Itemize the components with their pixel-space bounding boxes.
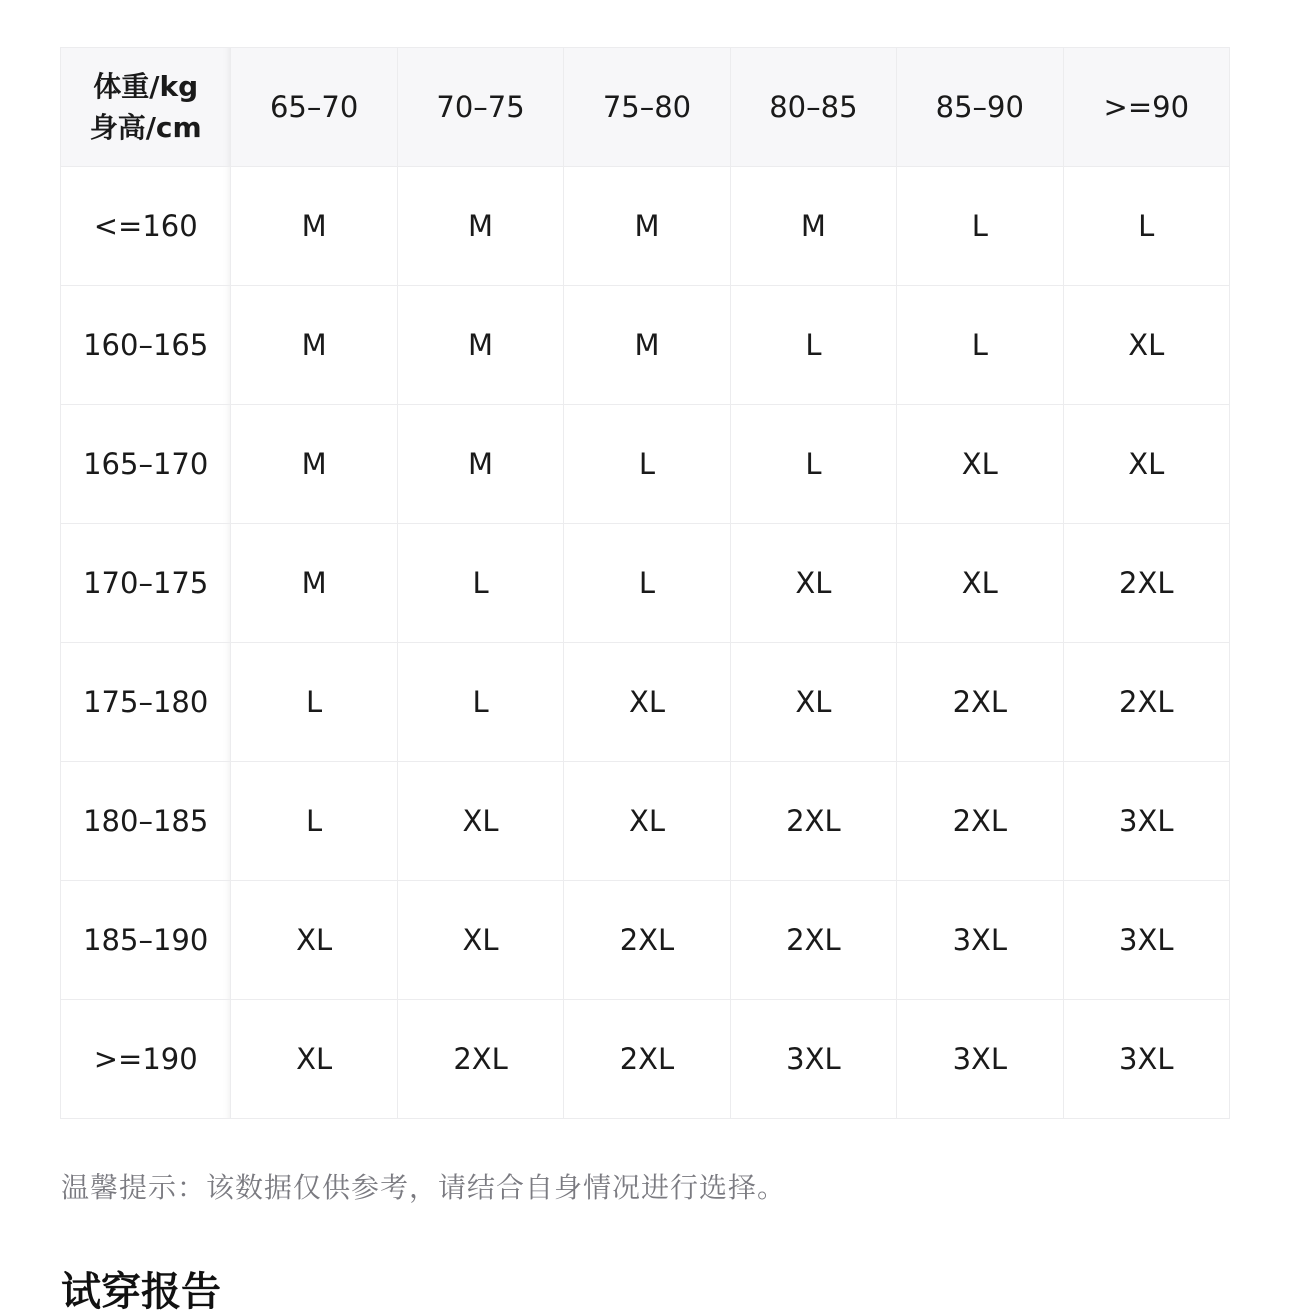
size-cell: M [397,405,563,524]
table-row [61,643,1230,762]
table-row [61,167,1230,286]
table-row [61,762,1230,881]
size-cell: XL [564,643,730,762]
size-cell: 2XL [1063,643,1229,762]
size-cell: XL [897,524,1063,643]
size-cell: L [397,524,563,643]
size-cell: 2XL [730,881,896,1000]
weight-column-header: 65–70 [231,48,397,167]
size-chart [60,47,1230,1119]
size-cell: 2XL [1063,524,1229,643]
size-cell: M [397,167,563,286]
size-cell: L [897,167,1063,286]
size-cell: M [397,286,563,405]
weight-column-header: 70–75 [397,48,563,167]
size-cell: L [397,643,563,762]
table-row [61,881,1230,1000]
height-row-header: 170–175 [61,524,231,643]
size-cell: 3XL [1063,1000,1229,1119]
size-cell: M [231,405,397,524]
size-cell: XL [397,881,563,1000]
size-cell: M [231,167,397,286]
section-title-fitting-report: 试穿报告 [61,1269,221,1315]
size-cell: XL [897,405,1063,524]
height-row-header: 185–190 [61,881,231,1000]
size-tip: 温馨提示：该数据仅供参考，请结合自身情况进行选择。 [61,1171,787,1204]
size-cell: L [231,762,397,881]
size-cell: 2XL [564,881,730,1000]
weight-column-header: 75–80 [564,48,730,167]
size-cell: 2XL [730,762,896,881]
header-row [61,48,1230,167]
size-cell: XL [397,762,563,881]
size-cell: XL [564,762,730,881]
size-cell: L [897,286,1063,405]
size-cell: L [730,286,896,405]
size-cell: XL [231,1000,397,1119]
size-cell: XL [231,881,397,1000]
height-row-header: <=160 [61,167,231,286]
weight-axis-label: 体重/kg [93,70,199,103]
height-row-header: >=190 [61,1000,231,1119]
size-cell: 3XL [730,1000,896,1119]
size-cell: XL [1063,286,1229,405]
size-cell: 2XL [897,643,1063,762]
size-cell: M [231,524,397,643]
size-cell: XL [1063,405,1229,524]
size-cell: L [231,643,397,762]
size-chart-table [60,47,1230,1119]
size-cell: 3XL [897,1000,1063,1119]
size-cell: XL [730,524,896,643]
table-row [61,1000,1230,1119]
size-cell: 3XL [1063,881,1229,1000]
weight-column-header: >=90 [1063,48,1229,167]
size-cell: M [564,286,730,405]
weight-column-header: 80–85 [730,48,896,167]
size-cell: 2XL [897,762,1063,881]
size-cell: L [564,524,730,643]
table-row [61,405,1230,524]
size-cell: 3XL [1063,762,1229,881]
size-cell: M [564,167,730,286]
table-row [61,524,1230,643]
height-row-header: 180–185 [61,762,231,881]
height-row-header: 175–180 [61,643,231,762]
size-cell: L [564,405,730,524]
weight-column-header: 85–90 [897,48,1063,167]
size-cell: L [730,405,896,524]
height-row-header: 165–170 [61,405,231,524]
size-cell: XL [730,643,896,762]
size-cell: 2XL [397,1000,563,1119]
size-cell: 3XL [897,881,1063,1000]
size-cell: M [231,286,397,405]
height-row-header: 160–165 [61,286,231,405]
table-row [61,286,1230,405]
height-axis-label: 身高/cm [89,111,202,144]
size-cell: M [730,167,896,286]
corner-header [61,48,231,167]
size-cell: L [1063,167,1229,286]
size-cell: 2XL [564,1000,730,1119]
